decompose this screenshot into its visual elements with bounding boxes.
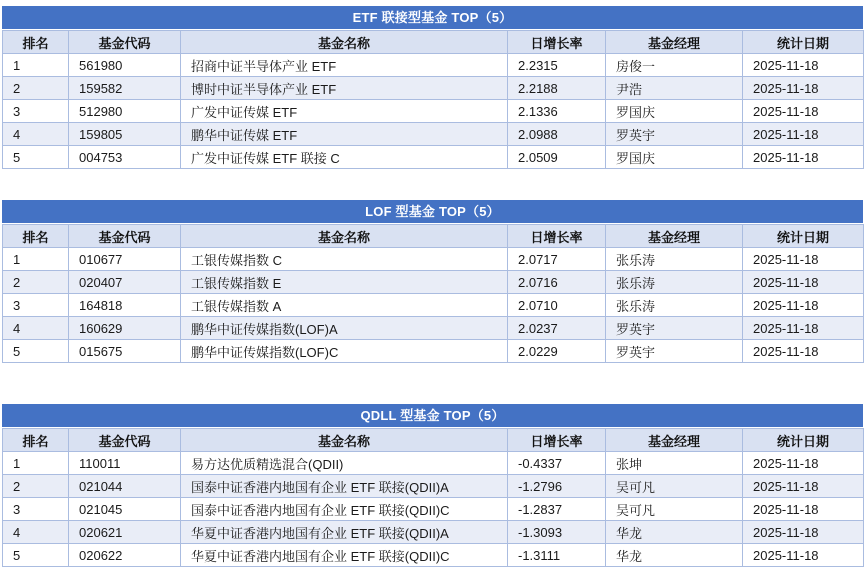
cell-fund-code: 020407 bbox=[69, 271, 181, 294]
cell-fund-manager: 罗英宇 bbox=[606, 340, 743, 363]
cell-stat-date: 2025-11-18 bbox=[743, 498, 864, 521]
table-row bbox=[3, 54, 864, 77]
cell-fund-name: 鹏华中证传媒 ETF bbox=[181, 123, 508, 146]
cell-fund-manager: 张乐涛 bbox=[606, 248, 743, 271]
cell-rank: 3 bbox=[3, 498, 69, 521]
cell-fund-code: 020621 bbox=[69, 521, 181, 544]
cell-rank: 1 bbox=[3, 452, 69, 475]
table-row bbox=[3, 146, 864, 169]
cell-fund-code: 160629 bbox=[69, 317, 181, 340]
header-row bbox=[3, 31, 864, 54]
cell-fund-name: 易方达优质精选混合(QDII) bbox=[181, 452, 508, 475]
cell-daily-growth-rate: 2.2315 bbox=[508, 54, 606, 77]
cell-fund-manager: 房俊一 bbox=[606, 54, 743, 77]
table-row bbox=[3, 498, 864, 521]
cell-rank: 4 bbox=[3, 521, 69, 544]
table-row bbox=[3, 317, 864, 340]
cell-fund-code: 110011 bbox=[69, 452, 181, 475]
cell-stat-date: 2025-11-18 bbox=[743, 544, 864, 567]
table-row bbox=[3, 294, 864, 317]
cell-stat-date: 2025-11-18 bbox=[743, 123, 864, 146]
column-header-fund-name: 基金名称 bbox=[181, 225, 508, 248]
cell-fund-name: 广发中证传媒 ETF bbox=[181, 100, 508, 123]
cell-daily-growth-rate: -1.3111 bbox=[508, 544, 606, 567]
cell-fund-name: 广发中证传媒 ETF 联接 C bbox=[181, 146, 508, 169]
cell-rank: 1 bbox=[3, 248, 69, 271]
cell-fund-manager: 罗国庆 bbox=[606, 146, 743, 169]
cell-daily-growth-rate: 2.0710 bbox=[508, 294, 606, 317]
fund-table bbox=[2, 224, 864, 363]
table-row bbox=[3, 248, 864, 271]
fund-table-section-0 bbox=[2, 6, 863, 169]
cell-fund-code: 021044 bbox=[69, 475, 181, 498]
cell-rank: 2 bbox=[3, 271, 69, 294]
column-header-stat-date: 统计日期 bbox=[743, 225, 864, 248]
column-header-fund-name: 基金名称 bbox=[181, 429, 508, 452]
table-row bbox=[3, 452, 864, 475]
cell-fund-manager: 罗英宇 bbox=[606, 123, 743, 146]
cell-daily-growth-rate: 2.0717 bbox=[508, 248, 606, 271]
cell-rank: 3 bbox=[3, 100, 69, 123]
table-row bbox=[3, 544, 864, 567]
table-row bbox=[3, 77, 864, 100]
cell-fund-code: 159582 bbox=[69, 77, 181, 100]
cell-fund-name: 工银传媒指数 C bbox=[181, 248, 508, 271]
cell-daily-growth-rate: 2.0229 bbox=[508, 340, 606, 363]
cell-rank: 4 bbox=[3, 123, 69, 146]
cell-fund-code: 512980 bbox=[69, 100, 181, 123]
cell-fund-name: 华夏中证香港内地国有企业 ETF 联接(QDII)C bbox=[181, 544, 508, 567]
cell-fund-manager: 华龙 bbox=[606, 521, 743, 544]
cell-fund-name: 博时中证半导体产业 ETF bbox=[181, 77, 508, 100]
cell-fund-code: 164818 bbox=[69, 294, 181, 317]
cell-fund-manager: 罗国庆 bbox=[606, 100, 743, 123]
cell-rank: 2 bbox=[3, 475, 69, 498]
cell-rank: 2 bbox=[3, 77, 69, 100]
cell-stat-date: 2025-11-18 bbox=[743, 248, 864, 271]
fund-table bbox=[2, 428, 864, 567]
column-header-rank: 排名 bbox=[3, 225, 69, 248]
cell-fund-manager: 华龙 bbox=[606, 544, 743, 567]
column-header-rank: 排名 bbox=[3, 429, 69, 452]
cell-fund-manager: 张乐涛 bbox=[606, 294, 743, 317]
column-header-fund-code: 基金代码 bbox=[69, 225, 181, 248]
table-title: ETF 联接型基金 TOP（5） bbox=[2, 6, 863, 29]
table-row bbox=[3, 100, 864, 123]
cell-daily-growth-rate: 2.0988 bbox=[508, 123, 606, 146]
column-header-stat-date: 统计日期 bbox=[743, 429, 864, 452]
table-row bbox=[3, 521, 864, 544]
cell-stat-date: 2025-11-18 bbox=[743, 317, 864, 340]
cell-fund-name: 工银传媒指数 A bbox=[181, 294, 508, 317]
table-row bbox=[3, 340, 864, 363]
cell-stat-date: 2025-11-18 bbox=[743, 521, 864, 544]
header-row bbox=[3, 429, 864, 452]
cell-fund-name: 鹏华中证传媒指数(LOF)C bbox=[181, 340, 508, 363]
cell-fund-name: 招商中证半导体产业 ETF bbox=[181, 54, 508, 77]
column-header-fund-manager: 基金经理 bbox=[606, 429, 743, 452]
cell-fund-manager: 张乐涛 bbox=[606, 271, 743, 294]
cell-stat-date: 2025-11-18 bbox=[743, 340, 864, 363]
fund-table bbox=[2, 30, 864, 169]
column-header-fund-manager: 基金经理 bbox=[606, 31, 743, 54]
cell-daily-growth-rate: 2.0237 bbox=[508, 317, 606, 340]
cell-rank: 5 bbox=[3, 146, 69, 169]
cell-fund-code: 021045 bbox=[69, 498, 181, 521]
cell-daily-growth-rate: 2.0716 bbox=[508, 271, 606, 294]
cell-fund-code: 010677 bbox=[69, 248, 181, 271]
cell-fund-name: 鹏华中证传媒指数(LOF)A bbox=[181, 317, 508, 340]
cell-stat-date: 2025-11-18 bbox=[743, 452, 864, 475]
cell-rank: 5 bbox=[3, 544, 69, 567]
header-row bbox=[3, 225, 864, 248]
cell-stat-date: 2025-11-18 bbox=[743, 54, 864, 77]
cell-stat-date: 2025-11-18 bbox=[743, 271, 864, 294]
cell-fund-manager: 吴可凡 bbox=[606, 498, 743, 521]
column-header-rank: 排名 bbox=[3, 31, 69, 54]
cell-fund-code: 020622 bbox=[69, 544, 181, 567]
cell-fund-code: 159805 bbox=[69, 123, 181, 146]
cell-fund-name: 华夏中证香港内地国有企业 ETF 联接(QDII)A bbox=[181, 521, 508, 544]
column-header-stat-date: 统计日期 bbox=[743, 31, 864, 54]
cell-fund-manager: 张坤 bbox=[606, 452, 743, 475]
cell-fund-name: 工银传媒指数 E bbox=[181, 271, 508, 294]
cell-daily-growth-rate: 2.2188 bbox=[508, 77, 606, 100]
cell-daily-growth-rate: -1.3093 bbox=[508, 521, 606, 544]
column-header-fund-name: 基金名称 bbox=[181, 31, 508, 54]
fund-table-section-2 bbox=[2, 404, 863, 567]
cell-fund-manager: 吴可凡 bbox=[606, 475, 743, 498]
table-title: QDLL 型基金 TOP（5） bbox=[2, 404, 863, 427]
cell-rank: 3 bbox=[3, 294, 69, 317]
cell-stat-date: 2025-11-18 bbox=[743, 294, 864, 317]
fund-table-section-1 bbox=[2, 200, 863, 363]
cell-daily-growth-rate: -0.4337 bbox=[508, 452, 606, 475]
column-header-daily-growth-rate: 日增长率 bbox=[508, 31, 606, 54]
cell-rank: 4 bbox=[3, 317, 69, 340]
cell-daily-growth-rate: 2.1336 bbox=[508, 100, 606, 123]
table-title: LOF 型基金 TOP（5） bbox=[2, 200, 863, 223]
cell-stat-date: 2025-11-18 bbox=[743, 77, 864, 100]
cell-stat-date: 2025-11-18 bbox=[743, 100, 864, 123]
cell-stat-date: 2025-11-18 bbox=[743, 475, 864, 498]
cell-daily-growth-rate: -1.2837 bbox=[508, 498, 606, 521]
cell-stat-date: 2025-11-18 bbox=[743, 146, 864, 169]
column-header-fund-manager: 基金经理 bbox=[606, 225, 743, 248]
cell-rank: 5 bbox=[3, 340, 69, 363]
column-header-fund-code: 基金代码 bbox=[69, 31, 181, 54]
column-header-daily-growth-rate: 日增长率 bbox=[508, 429, 606, 452]
cell-fund-code: 004753 bbox=[69, 146, 181, 169]
cell-fund-name: 国泰中证香港内地国有企业 ETF 联接(QDII)C bbox=[181, 498, 508, 521]
cell-rank: 1 bbox=[3, 54, 69, 77]
cell-daily-growth-rate: 2.0509 bbox=[508, 146, 606, 169]
table-row bbox=[3, 271, 864, 294]
column-header-fund-code: 基金代码 bbox=[69, 429, 181, 452]
table-row bbox=[3, 475, 864, 498]
cell-daily-growth-rate: -1.2796 bbox=[508, 475, 606, 498]
table-row bbox=[3, 123, 864, 146]
column-header-daily-growth-rate: 日增长率 bbox=[508, 225, 606, 248]
cell-fund-code: 015675 bbox=[69, 340, 181, 363]
cell-fund-name: 国泰中证香港内地国有企业 ETF 联接(QDII)A bbox=[181, 475, 508, 498]
cell-fund-code: 561980 bbox=[69, 54, 181, 77]
cell-fund-manager: 尹浩 bbox=[606, 77, 743, 100]
cell-fund-manager: 罗英宇 bbox=[606, 317, 743, 340]
